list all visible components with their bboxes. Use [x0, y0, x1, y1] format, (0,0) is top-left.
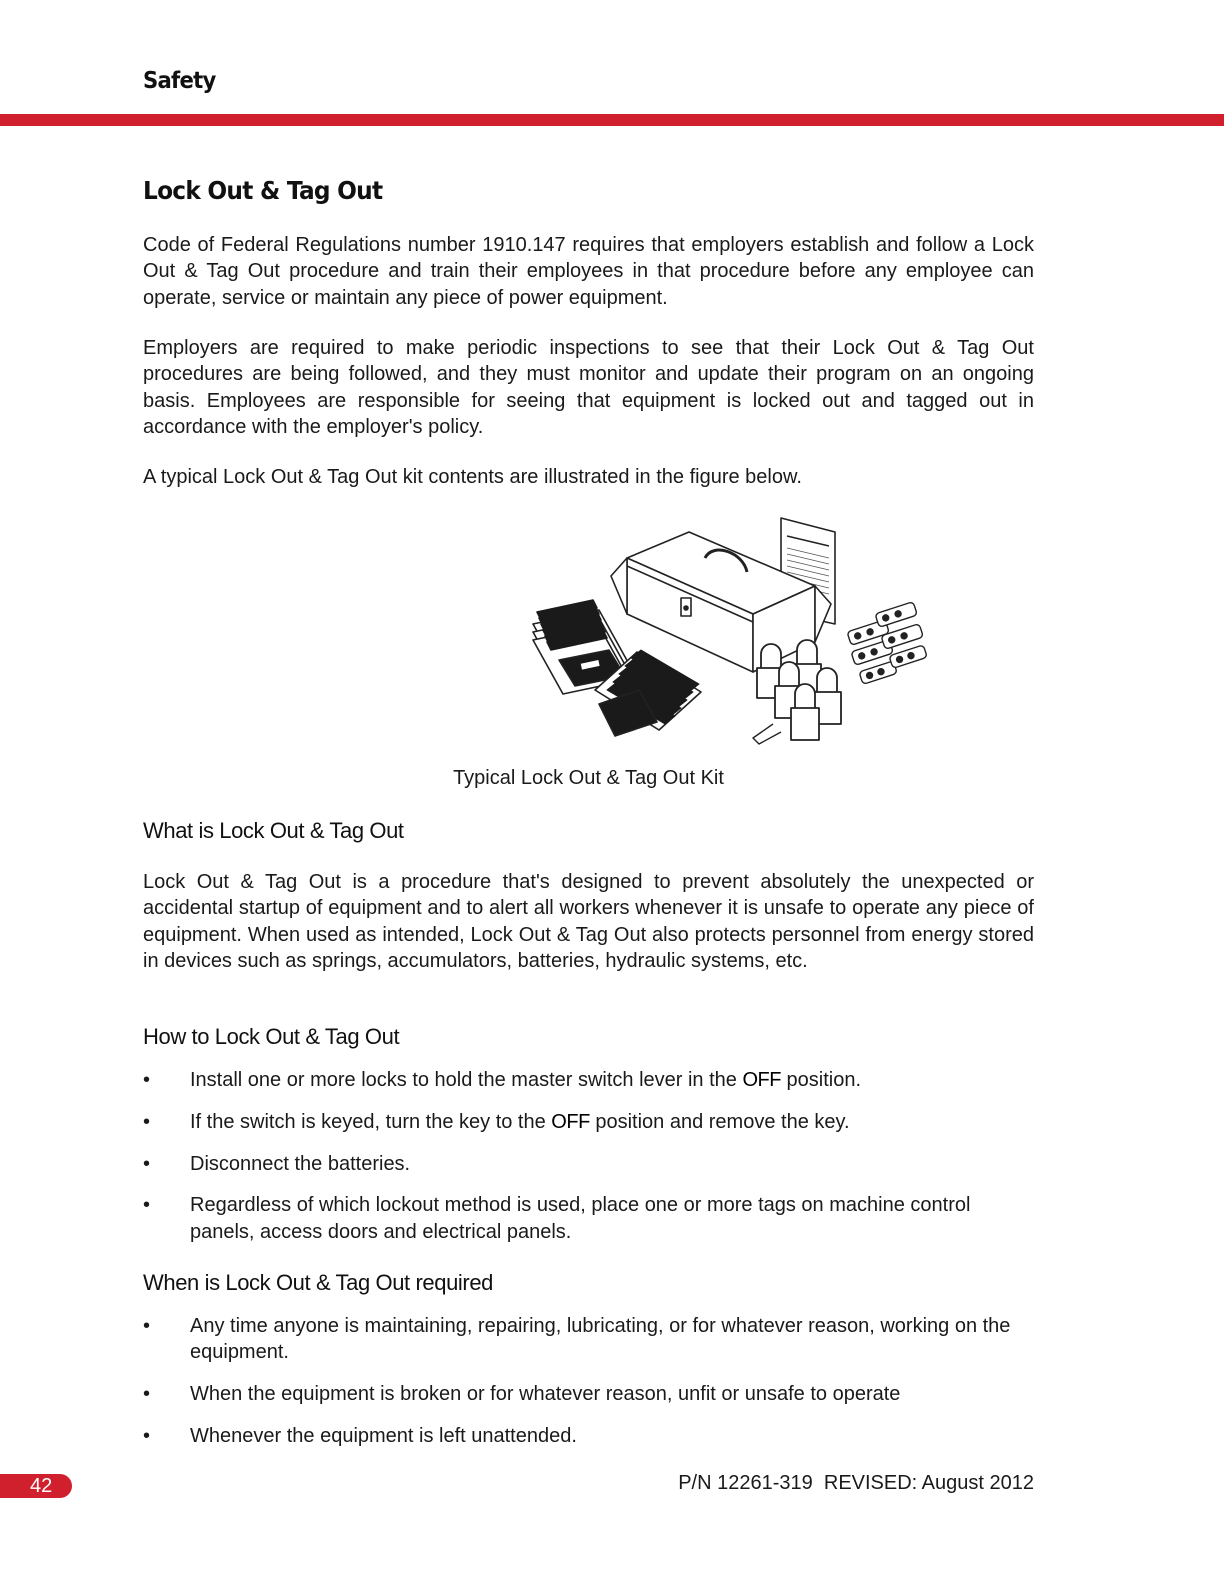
bullet-glyph: • [143, 1194, 151, 1217]
intro-paragraph-3: A typical Lock Out & Tag Out kit contents are illustrated in the figure below. [143, 466, 802, 488]
when-required-item [143, 1313, 1034, 1366]
how-to-item [143, 1067, 1034, 1093]
section-header: Safety [143, 68, 216, 94]
item-text: position and remove the key. [589, 1110, 850, 1133]
footer-part-number: P/N 12261-319 REVISED: August 2012 [678, 1472, 1034, 1494]
off-keyword: OFF [742, 1069, 781, 1091]
item-text: When the equipment is broken or for whatever reason, unfit or unsafe to operate [190, 1383, 901, 1406]
intro-paragraph-2: Employers are required to make periodic inspections to see that their Lock Out & Tag Out procedures are being followed, and they must monitor and update their program on an ongoing basis. Employees are responsible for seeing that equipment is locked out and tagged out in accordance with the employer's policy. [143, 337, 1034, 438]
how-to-item [143, 1109, 1034, 1135]
item-text: If the switch is keyed, turn the key to the [190, 1110, 552, 1133]
page-number: 42 [0, 1474, 72, 1498]
bullet-glyph: • [143, 1383, 151, 1406]
item-text: Whenever the equipment is left unattended. [190, 1424, 577, 1447]
item-text: Install one or more locks to hold the master switch lever in the [190, 1069, 743, 1091]
when-required-heading: When is Lock Out & Tag Out required [143, 1270, 493, 1295]
item-text: Any time anyone is maintaining, repairing, lubricating, or for whatever reason, working on the equipment. [190, 1315, 1011, 1364]
bullet-glyph: • [143, 1424, 151, 1447]
when-required-list [143, 1313, 1034, 1465]
bullet-glyph: • [143, 1152, 151, 1175]
when-required-item [143, 1423, 1034, 1449]
when-required-item [143, 1381, 1034, 1407]
how-to-item [143, 1151, 1034, 1177]
how-to-item [143, 1192, 1034, 1245]
header-rule [0, 114, 1224, 126]
intro-paragraph-1: Code of Federal Regulations number 1910.147 requires that employers establish and follow a Lock Out & Tag Out procedure and train their employees in that procedure before any employee can operate, service or maintain any piece of power equipment. [143, 234, 1034, 309]
what-is-body: Lock Out & Tag Out is a procedure that's designed to prevent absolutely the unexpected or accidental startup of equipment and to alert all workers whenever it is unsafe to operate any piece of equipment. When used as intended, Lock Out & Tag Out also protects personnel from energy stored in devices such as springs, accumulators, batteries, hydraulic systems, etc. [143, 871, 1034, 972]
page-title: Lock Out & Tag Out [143, 176, 383, 205]
bullet-glyph: • [143, 1069, 151, 1091]
item-text: Regardless of which lockout method is used, place one or more tags on machine control panels, access doors and electrical panels. [190, 1194, 971, 1243]
lockout-kit-illustration [529, 514, 933, 752]
item-text: Disconnect the batteries. [190, 1152, 411, 1175]
lockout-hasps-icon [847, 602, 927, 685]
how-to-list [143, 1067, 1034, 1260]
off-keyword: OFF [551, 1110, 590, 1133]
item-text: position. [780, 1069, 862, 1091]
how-to-heading: How to Lock Out & Tag Out [143, 1024, 400, 1049]
what-is-heading: What is Lock Out & Tag Out [143, 818, 404, 843]
figure-caption: Typical Lock Out & Tag Out Kit [453, 767, 724, 789]
bullet-glyph: • [143, 1315, 151, 1337]
padlocks-icon [753, 640, 841, 744]
bullet-glyph: • [143, 1110, 151, 1133]
